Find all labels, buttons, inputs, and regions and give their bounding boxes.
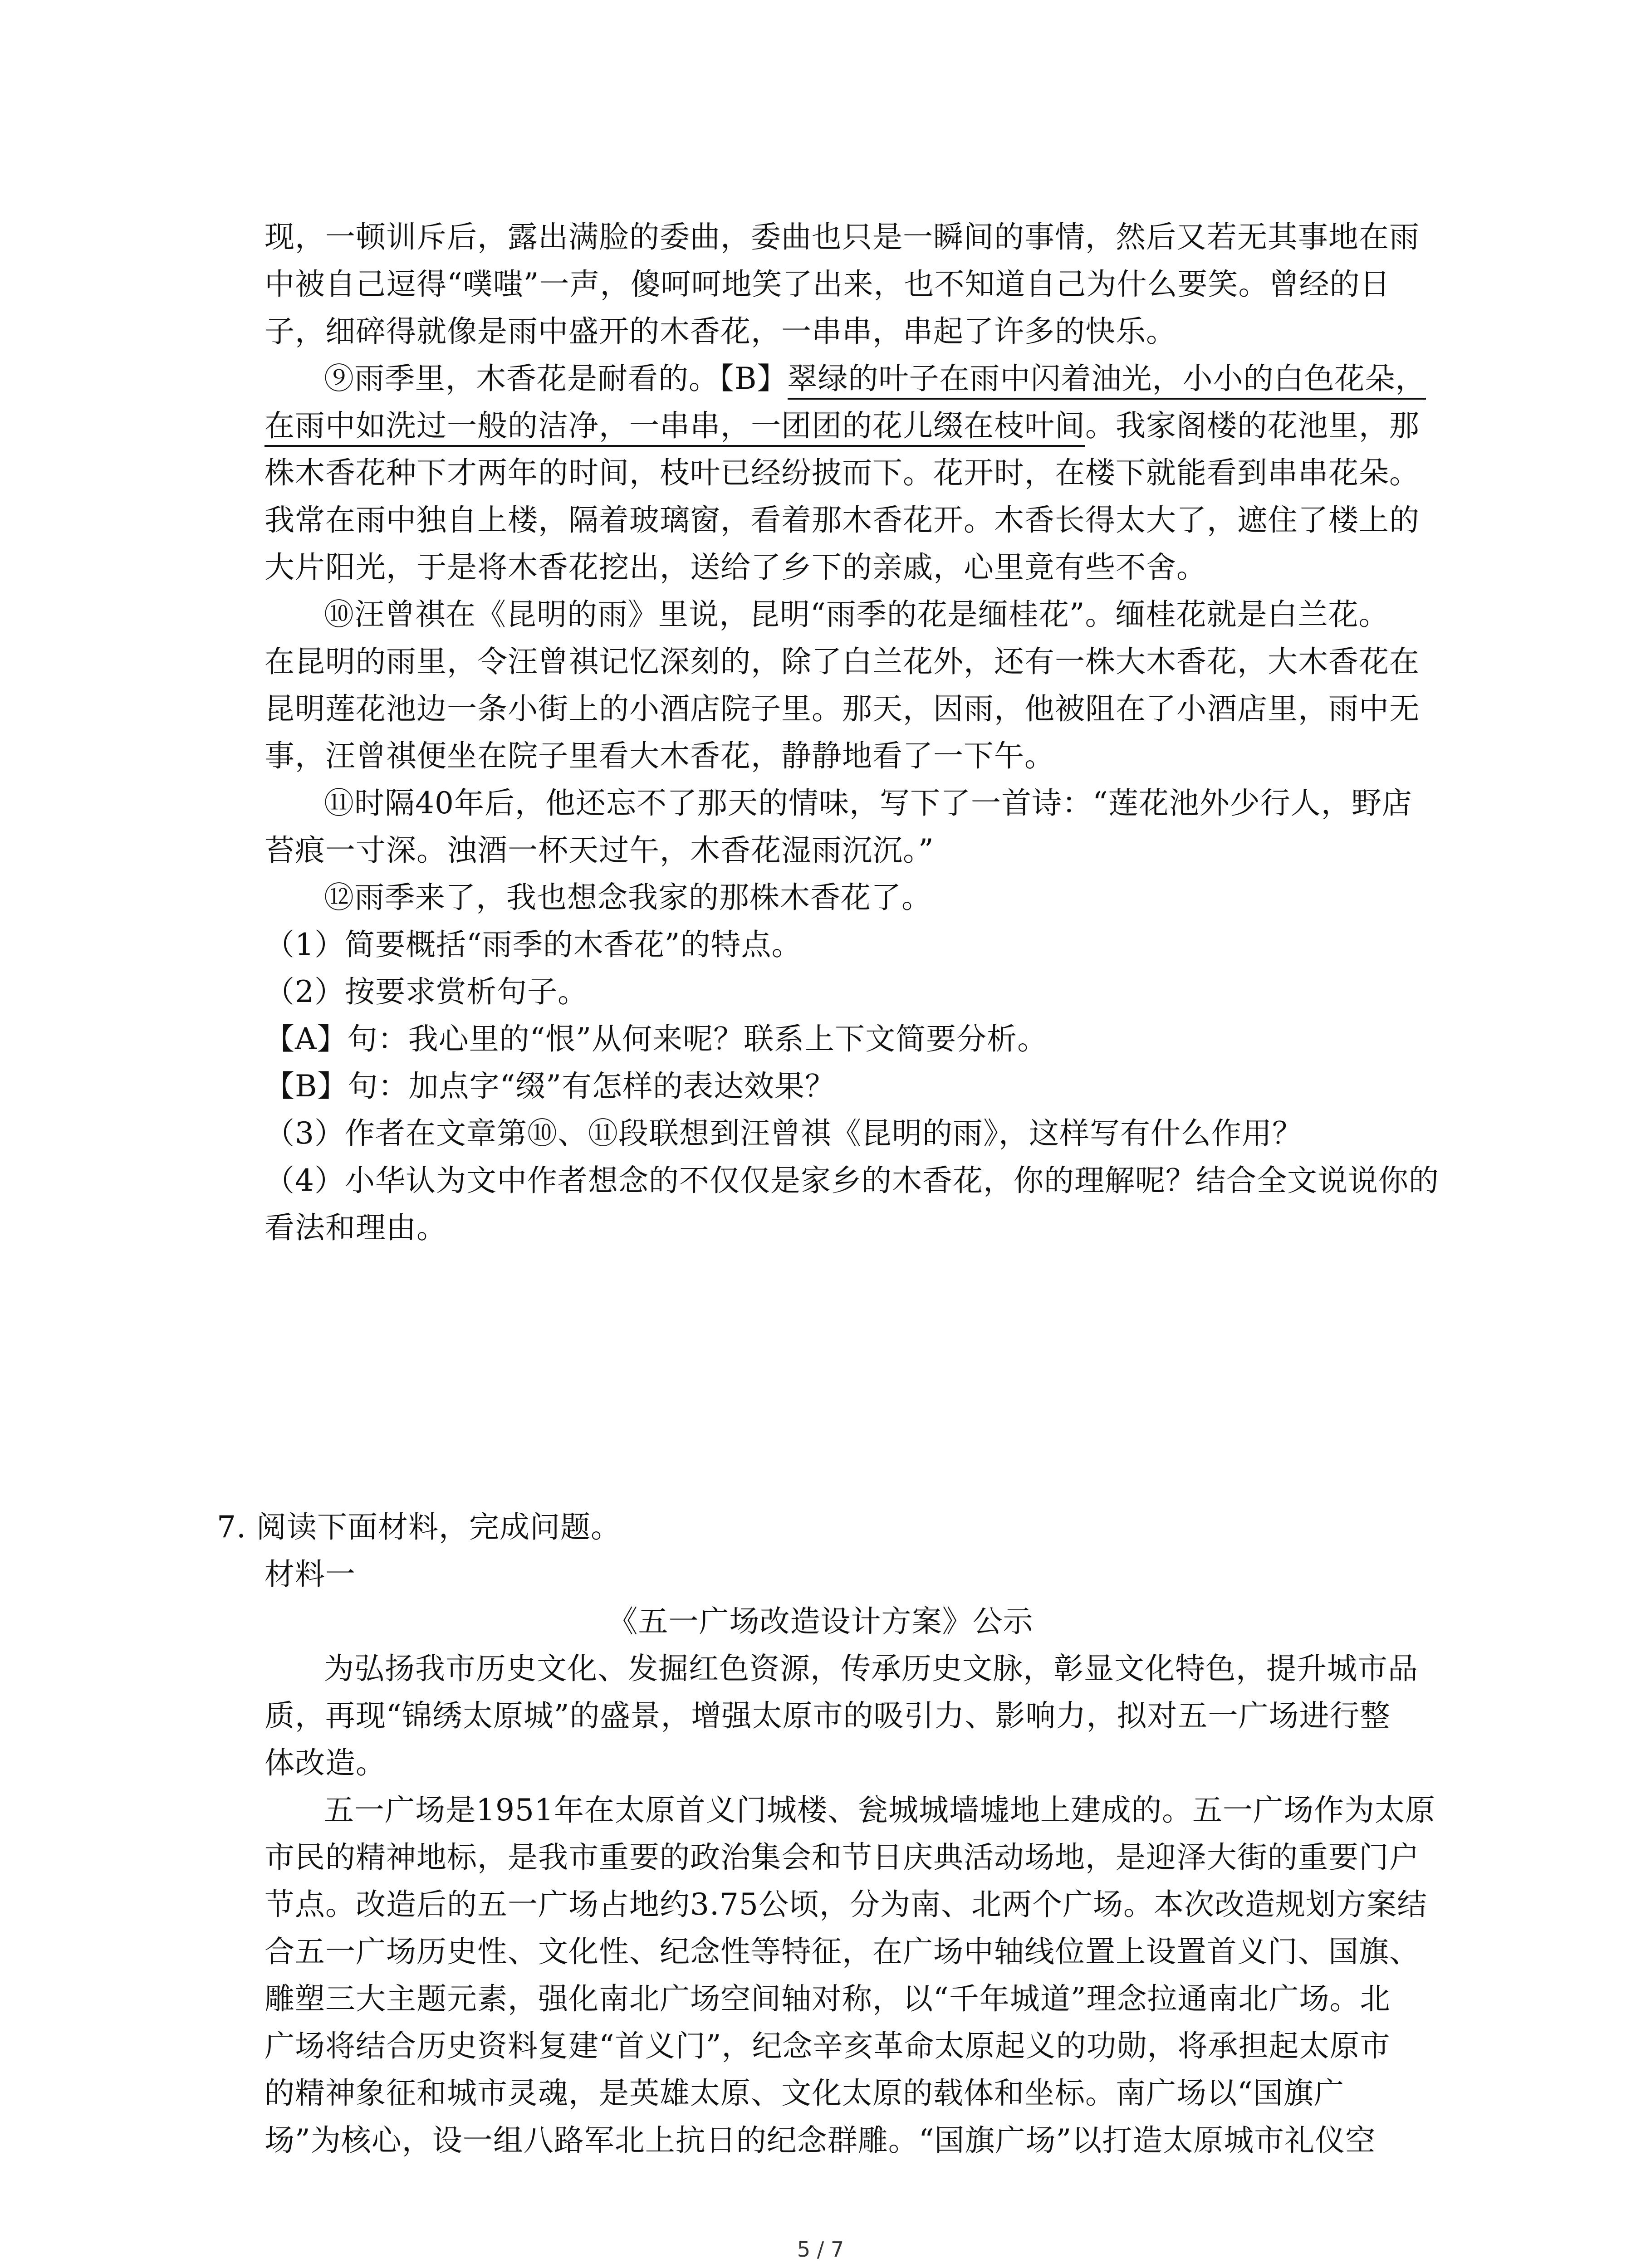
passage-line: ⑫雨季来了，我也想念我家的那株木香花了。 <box>324 880 932 915</box>
material-line: 节点。改造后的五一广场占地约3.75公顷，分为南、北两个广场。本次改造规划方案结 <box>265 1887 1427 1922</box>
passage-line: 事，汪曾祺便坐在院子里看大木香花，静静地看了一下午。 <box>265 738 1055 773</box>
passage-line: 苔痕一寸深。浊酒一杯天过午，木香花湿雨沉沉。” <box>265 833 934 868</box>
passage-line: 中被自己逗得“噗嗤”一声，傻呵呵地笑了出来，也不知道自己为什么要笑。曾经的日 <box>265 267 1391 302</box>
passage-line: 昆明莲花池边一条小街上的小酒店院子里。那天，因雨，他被阻在了小酒店里，雨中无 <box>265 691 1420 726</box>
passage-line: 现，一顿训斥后，露出满脸的委曲，委曲也只是一瞬间的事情，然后又若无其事地在雨 <box>265 220 1420 254</box>
question-line: （2）按要求赏析句子。 <box>265 974 588 1009</box>
question-line: （3）作者在文章第⑩、⑪段联想到汪曾祺《昆明的雨》，这样写有什么作用？ <box>265 1116 1303 1151</box>
underlined-sentence-b: 翠绿的叶子在雨中闪着油光，小小的白色花朵， <box>788 361 1426 400</box>
passage-line: ⑩汪曾祺在《昆明的雨》里说，昆明“雨季的花是缅桂花”。缅桂花就是白兰花。 <box>324 597 1389 632</box>
underlined-sentence-b-cont: 在雨中如洗过一般的洁净，一串串，一团团的花儿缀在枝叶间 <box>265 408 1085 447</box>
passage-line: 在昆明的雨里，令汪曾祺记忆深刻的，除了白兰花外，还有一株大木香花，大木香花在 <box>265 644 1420 679</box>
question-line: 【B】句：加点字“缀”有怎样的表达效果？ <box>265 1069 835 1104</box>
material-line: 雕塑三大主题元素，强化南北广场空间轴对称，以“千年城道”理念拉通南北广场。北 <box>265 1981 1391 2016</box>
material-line: 场”为核心，设一组八路军北上抗日的纪念群雕。“国旗广场”以打造太原城市礼仪空 <box>265 2123 1376 2158</box>
material-line: 五一广场是1951年在太原首义门城楼、瓮城城墙墟地上建成的。五一广场作为太原 <box>324 1793 1435 1828</box>
passage-line: 株木香花种下才两年的时间，枝叶已经纷披而下。花开时，在楼下就能看到串串花朵。 <box>265 455 1420 490</box>
material-line: 为弘扬我市历史文化、发掘红色资源，传承历史文脉，彰显文化特色，提升城市品 <box>324 1651 1418 1686</box>
material-label: 材料一 <box>265 1557 356 1592</box>
paragraph-9-intro: ⑨雨季里，木香花是耐看的。【B】 <box>324 361 788 396</box>
question-line: （4）小华认为文中作者想念的不仅仅是家乡的木香花，你的理解呢？结合全文说说你的 <box>265 1163 1439 1198</box>
passage-line: 子，细碎得就像是雨中盛开的木香花，一串串，串起了许多的快乐。 <box>265 314 1176 349</box>
question-line: （1）简要概括“雨季的木香花”的特点。 <box>265 927 802 962</box>
passage-line <box>324 358 1426 399</box>
material-line: 的精神象征和城市灵魂，是英雄太原、文化太原的载体和坐标。南广场以“国旗广 <box>265 2076 1344 2111</box>
material-line: 广场将结合历史资料复建“首义门”，纪念辛亥革命太原起义的功勋，将承担起太原市 <box>265 2028 1391 2063</box>
passage-line <box>265 406 1420 446</box>
material-line: 合五一广场历史性、文化性、纪念性等特征，在广场中轴线位置上设置首义门、国旗、 <box>265 1934 1420 1969</box>
paragraph-9-text: 。我家阁楼的花池里，那 <box>1085 408 1420 443</box>
question-line: 【A】句：我心里的“恨”从何来呢？联系上下文简要分析。 <box>265 1022 1048 1056</box>
material-line: 市民的精神地标，是我市重要的政治集会和节日庆典活动场地，是迎泽大街的重要门户 <box>265 1840 1420 1875</box>
question-7-heading: 7. 阅读下面材料，完成问题。 <box>217 1510 621 1545</box>
passage-line: 大片阳光，于是将木香花挖出，送给了乡下的亲戚，心里竟有些不舍。 <box>265 550 1207 585</box>
page-number: 5 / 7 <box>797 2237 844 2262</box>
question-line: 看法和理由。 <box>265 1210 447 1245</box>
passage-line: 我常在雨中独自上楼，隔着玻璃窗，看着那木香花开。木香长得太大了，遮住了楼上的 <box>265 503 1420 538</box>
material-line: 体改造。 <box>265 1745 386 1780</box>
passage-line: ⑪时隔40年后，他还忘不了那天的情味，写下了一首诗：“莲花池外少行人，野店 <box>324 786 1412 821</box>
material-title: 《五一广场改造设计方案》公示 <box>607 1604 1034 1639</box>
material-line: 质，再现“锦绣太原城”的盛景，增强太原市的吸引力、影响力，拟对五一广场进行整 <box>265 1698 1391 1733</box>
